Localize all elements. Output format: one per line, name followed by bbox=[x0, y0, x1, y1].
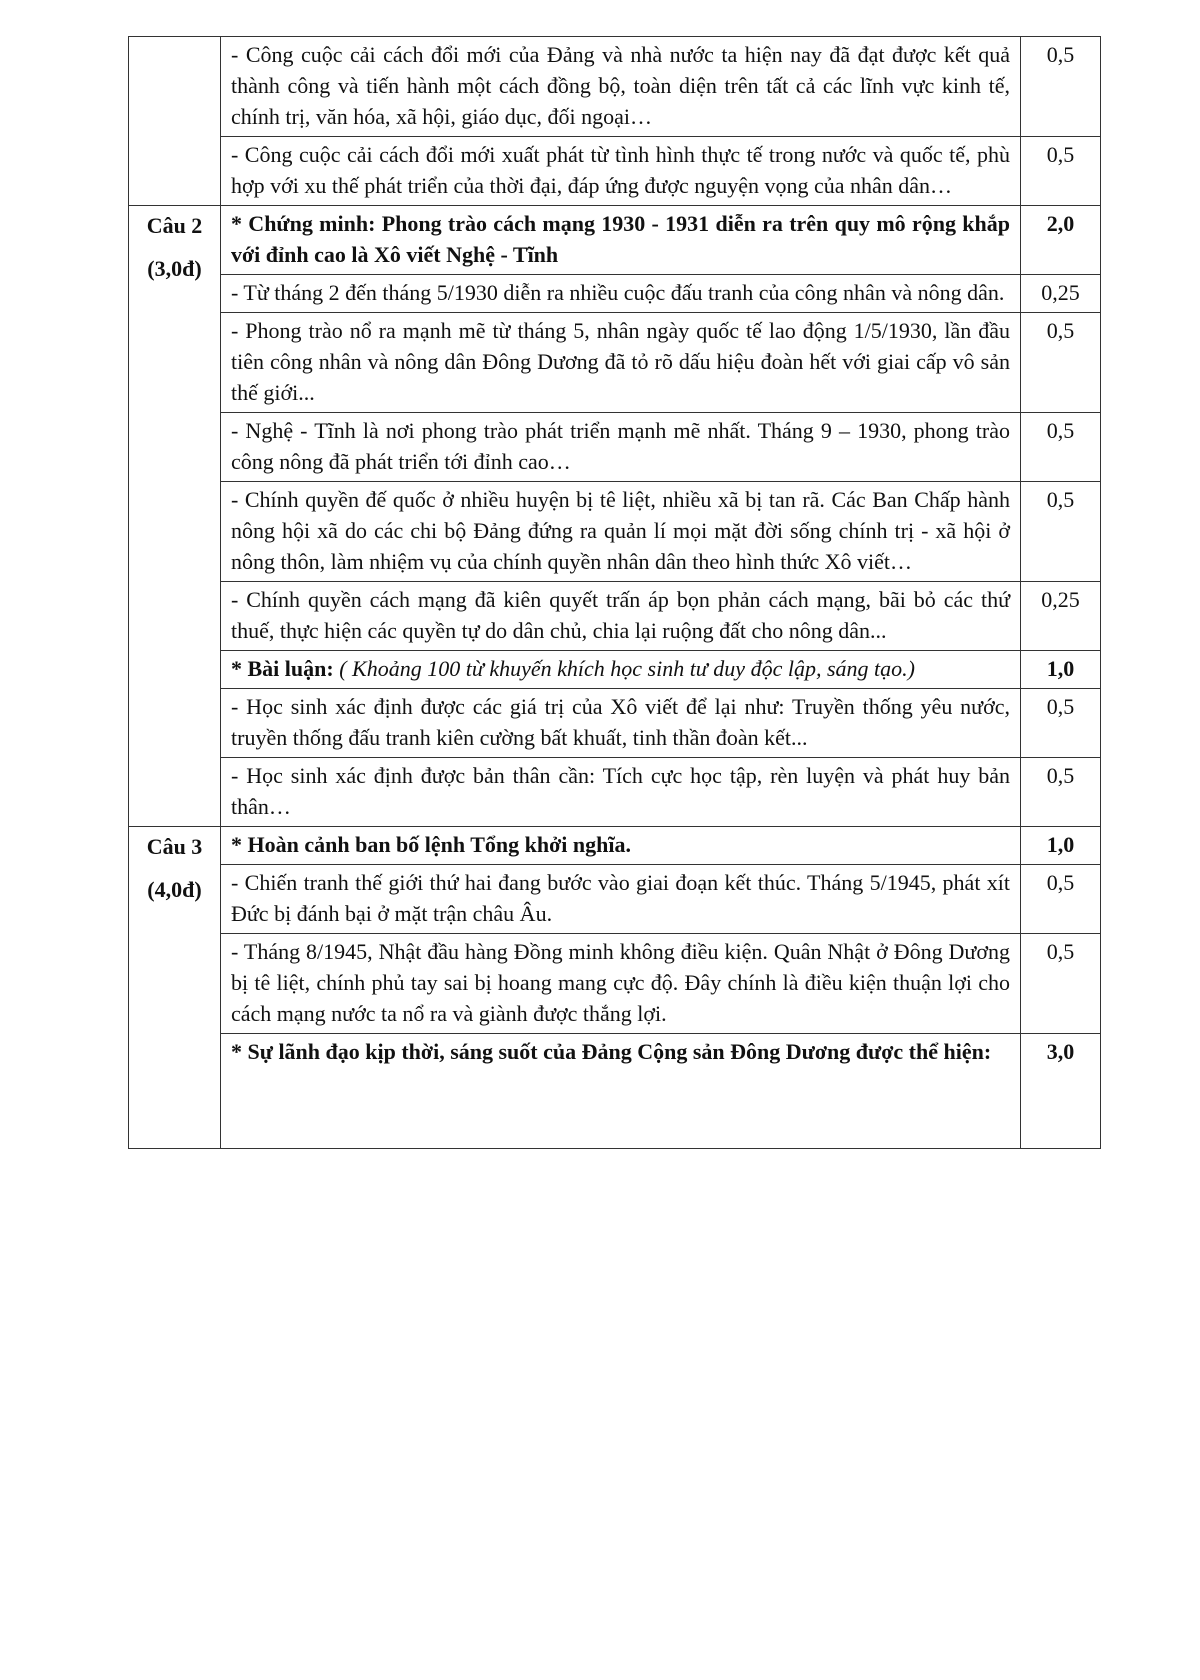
score-cell: 0,5 bbox=[1021, 758, 1101, 827]
score-cell: 0,5 bbox=[1021, 689, 1101, 758]
score-cell: 1,0 bbox=[1021, 651, 1101, 689]
score-cell: 0,5 bbox=[1021, 865, 1101, 934]
score-cell: 0,5 bbox=[1021, 934, 1101, 1034]
question-cell-2 bbox=[129, 206, 221, 827]
table-row bbox=[129, 275, 1101, 313]
table-row bbox=[129, 206, 1101, 275]
table-row bbox=[129, 827, 1101, 865]
question-number: Câu 2 bbox=[146, 213, 203, 238]
answer-heading: * Sự lãnh đạo kịp thời, sáng suốt của Đảng Cộng sản Đông Dương được thể hiện: bbox=[221, 1034, 1021, 1149]
score-cell: 0,5 bbox=[1021, 37, 1101, 137]
table-row bbox=[129, 137, 1101, 206]
score-cell: 3,0 bbox=[1021, 1034, 1101, 1149]
question-cell-blank bbox=[129, 37, 221, 206]
table-row bbox=[129, 758, 1101, 827]
table-row bbox=[129, 934, 1101, 1034]
table-row bbox=[129, 651, 1101, 689]
answer-content: - Phong trào nổ ra mạnh mẽ từ tháng 5, nhân ngày quốc tế lao động 1/5/1930, lần đầu tiên công nhân và nông dân Đông Dương đã tỏ rõ dấu hiệu đoàn hết với giai cấp vô sản thế giới... bbox=[221, 313, 1021, 413]
answer-heading: * Chứng minh: Phong trào cách mạng 1930 - 1931 diễn ra trên quy mô rộng khắp với đỉnh cao là Xô viết Nghệ - Tĩnh bbox=[221, 206, 1021, 275]
table-row bbox=[129, 1034, 1101, 1149]
score-cell: 0,5 bbox=[1021, 313, 1101, 413]
answer-content: - Học sinh xác định được các giá trị của Xô viết để lại như: Truyền thống yêu nước, truyền thống đấu tranh kiên cường bất khuất, tinh thần đoàn kết... bbox=[221, 689, 1021, 758]
question-points: (4,0đ) bbox=[147, 877, 202, 902]
essay-heading-label: * Bài luận: bbox=[231, 656, 334, 681]
question-points: (3,0đ) bbox=[147, 256, 202, 281]
answer-content: - Công cuộc cải cách đổi mới của Đảng và nhà nước ta hiện nay đã đạt được kết quả thành công và tiến hành một cách đồng bộ, toàn diện trên tất cả các lĩnh vực kinh tế, chính trị, văn hóa, xã hội, giáo dục, đối ngoại… bbox=[221, 37, 1021, 137]
answer-content: - Tháng 8/1945, Nhật đầu hàng Đồng minh không điều kiện. Quân Nhật ở Đông Dương bị tê liệt, chính phủ tay sai bị hoang mang cực độ. Đây chính là điều kiện thuận lợi cho cách mạng nước ta nổ ra và giành được thắng lợi. bbox=[221, 934, 1021, 1034]
score-cell: 1,0 bbox=[1021, 827, 1101, 865]
table-row bbox=[129, 689, 1101, 758]
answer-table bbox=[128, 36, 1101, 1149]
table-row bbox=[129, 413, 1101, 482]
essay-heading-note: ( Khoảng 100 từ khuyến khích học sinh tư duy độc lập, sáng tạo.) bbox=[333, 656, 915, 681]
essay-heading bbox=[221, 651, 1021, 689]
score-cell: 2,0 bbox=[1021, 206, 1101, 275]
answer-heading: * Hoàn cảnh ban bố lệnh Tổng khởi nghĩa. bbox=[221, 827, 1021, 865]
table-row bbox=[129, 313, 1101, 413]
table-row bbox=[129, 582, 1101, 651]
table-row bbox=[129, 482, 1101, 582]
score-cell: 0,25 bbox=[1021, 275, 1101, 313]
answer-content: - Học sinh xác định được bản thân cần: Tích cực học tập, rèn luyện và phát huy bản thân… bbox=[221, 758, 1021, 827]
answer-content: - Nghệ - Tĩnh là nơi phong trào phát triển mạnh mẽ nhất. Tháng 9 – 1930, phong trào công nông đã phát triển tới đỉnh cao… bbox=[221, 413, 1021, 482]
answer-content: - Từ tháng 2 đến tháng 5/1930 diễn ra nhiều cuộc đấu tranh của công nhân và nông dân. bbox=[221, 275, 1021, 313]
question-number: Câu 3 bbox=[146, 834, 203, 859]
question-cell-3 bbox=[129, 827, 221, 1149]
answer-content: - Chiến tranh thế giới thứ hai đang bước vào giai đoạn kết thúc. Tháng 5/1945, phát xít Đức bị đánh bại ở mặt trận châu Âu. bbox=[221, 865, 1021, 934]
table-row bbox=[129, 865, 1101, 934]
score-cell: 0,5 bbox=[1021, 137, 1101, 206]
answer-content: - Công cuộc cải cách đổi mới xuất phát từ tình hình thực tế trong nước và quốc tế, phù hợp với xu thế phát triển của thời đại, đáp ứng được nguyện vọng của nhân dân… bbox=[221, 137, 1021, 206]
answer-content: - Chính quyền cách mạng đã kiên quyết trấn áp bọn phản cách mạng, bãi bỏ các thứ thuế, thực hiện các quyền tự do dân chủ, chia lại ruộng đất cho nông dân... bbox=[221, 582, 1021, 651]
score-cell: 0,25 bbox=[1021, 582, 1101, 651]
table-row bbox=[129, 37, 1101, 137]
score-cell: 0,5 bbox=[1021, 482, 1101, 582]
answer-content: - Chính quyền đế quốc ở nhiều huyện bị tê liệt, nhiều xã bị tan rã. Các Ban Chấp hành nông hội xã do các chi bộ Đảng đứng ra quản lí mọi mặt đời sống chính trị - xã hội ở nông thôn, làm nhiệm vụ của chính quyền nhân dân theo hình thức Xô viết… bbox=[221, 482, 1021, 582]
score-cell: 0,5 bbox=[1021, 413, 1101, 482]
